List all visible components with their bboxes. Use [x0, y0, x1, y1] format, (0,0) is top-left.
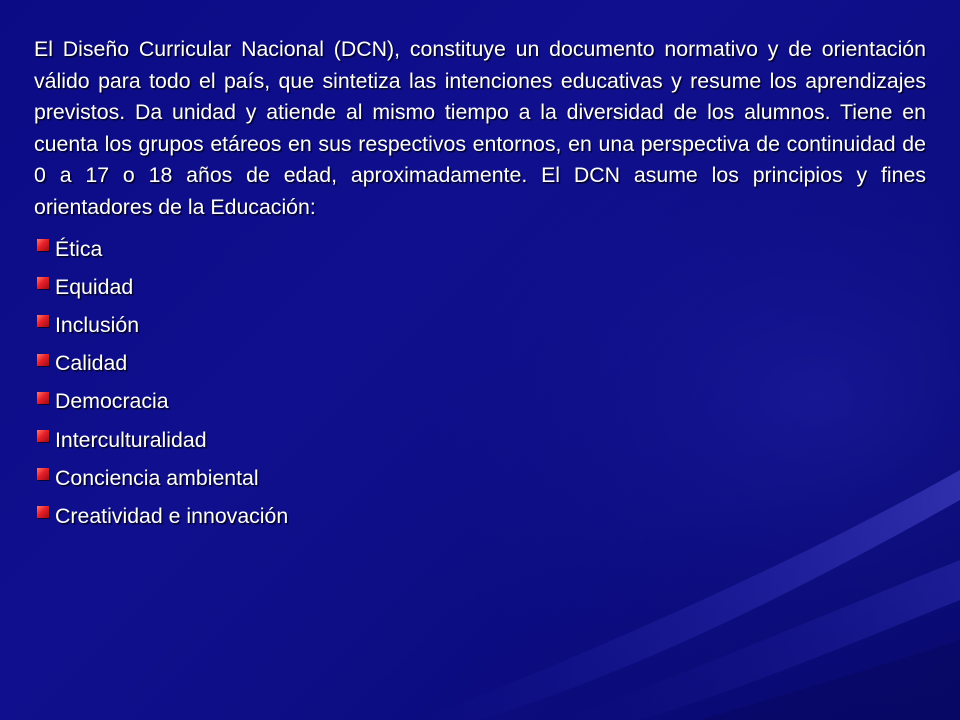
list-item — [34, 459, 926, 497]
intro-paragraph: El Diseño Curricular Nacional (DCN), constituye un documento normativo y de orientación válido para todo el país, que sintetiza las intenciones educativas y resume los aprendizajes previstos. Da unidad y atiende al mismo tiempo a la diversidad de los alumnos. Tiene en cuenta los grupos etáreos en sus respectivos entornos, en una perspectiva de continuidad de 0 a 17 o 18 años de edad, aproximadamente. El DCN asume los principios y fines orientadores de la Educación: — [34, 37, 926, 219]
square-bullet-icon — [37, 506, 49, 518]
list-item-label: Democracia — [55, 389, 169, 414]
list-item — [34, 497, 926, 535]
list-item-label: Interculturalidad — [55, 427, 207, 452]
list-item — [34, 345, 926, 383]
square-bullet-icon — [37, 430, 49, 442]
square-bullet-icon — [37, 392, 49, 404]
square-bullet-icon — [37, 239, 49, 251]
list-item — [34, 306, 926, 344]
list-item-label: Equidad — [55, 274, 134, 299]
list-item-label: Inclusión — [55, 312, 140, 337]
list-item — [34, 230, 926, 268]
slide-content — [34, 34, 926, 536]
principles-list — [34, 230, 926, 536]
list-item-label: Conciencia ambiental — [55, 465, 259, 490]
square-bullet-icon — [37, 354, 49, 366]
list-item — [34, 421, 926, 459]
list-item-label: Creatividad e innovación — [55, 503, 289, 528]
square-bullet-icon — [37, 277, 49, 289]
list-item — [34, 268, 926, 306]
list-item — [34, 383, 926, 421]
list-item-label: Calidad — [55, 351, 128, 376]
list-item-label: Ética — [55, 236, 103, 261]
square-bullet-icon — [37, 315, 49, 327]
square-bullet-icon — [37, 468, 49, 480]
